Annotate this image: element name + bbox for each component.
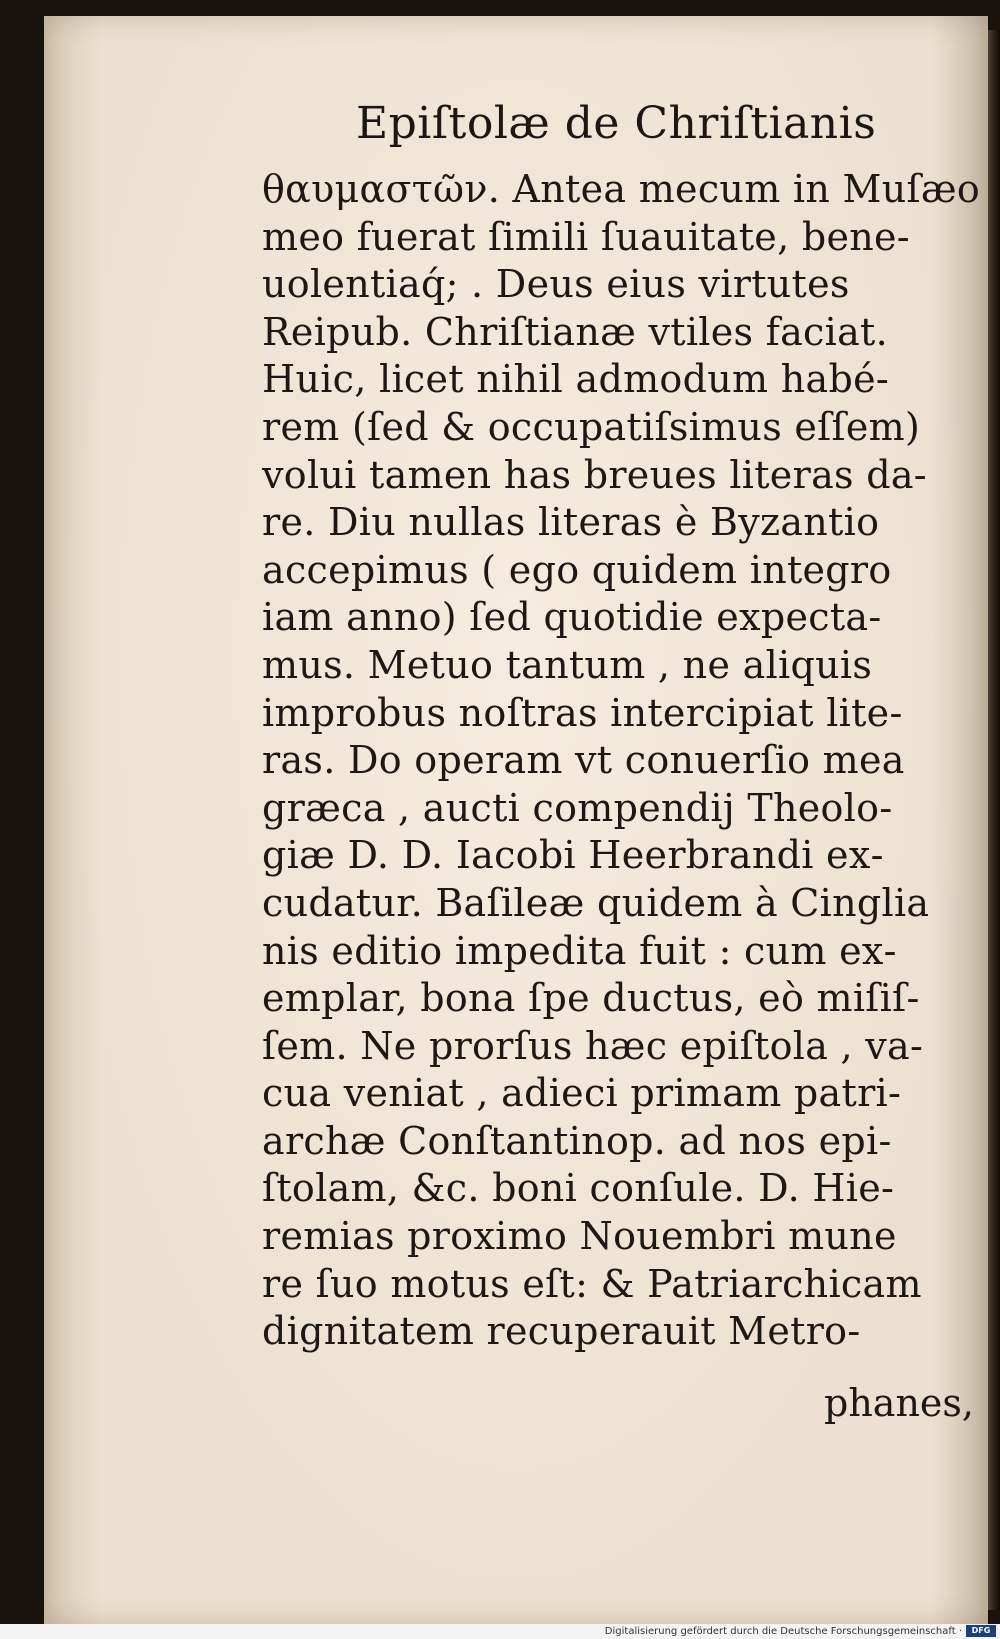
text-line: iam anno) ſed quotidie expecta‐ [262, 595, 882, 640]
text-line: accepimus ( ego quidem integro [262, 547, 892, 592]
text-line: uolentiaq́; . Deus eius virtutes [262, 262, 850, 307]
text-line: volui tamen has breues literas da‐ [262, 452, 927, 497]
text-line: cua veniat , adieci primam patri‐ [262, 1071, 902, 1116]
text-line: improbus noſtras intercipiat lite‐ [262, 690, 903, 735]
page-edge-shadow [986, 30, 1000, 1610]
text-line: Huic, licet nihil admodum habé‐ [262, 357, 890, 402]
funding-credit: Digitalisierung gefördert durch die Deutsche Forschungsgemeinschaft · [604, 1626, 962, 1637]
text-line: dignitatem recuperauit Metro‐ [262, 1309, 861, 1354]
text-line: meo fuerat ſimili ſuauitate, bene‐ [262, 214, 910, 259]
text-line: emplar, bona ſpe ductus, eò miſiſ‐ [262, 976, 920, 1021]
text-line: θαυμαστῶν. Antea mecum in Muſæo [262, 167, 981, 211]
text-line: mus. Metuo tantum , ne aliquis [262, 642, 873, 687]
text-line: re ſuo motus eſt: & Patriarchicam [262, 1261, 922, 1306]
text-block [262, 166, 981, 1356]
text-line: ſem. Ne prorſus hæc epiſtola , va‐ [262, 1023, 924, 1068]
text-line: giæ D. D. Iacobi Heerbrandi ex‐ [262, 833, 884, 878]
running-head: Epiſtolæ de Chriſtianis [356, 98, 877, 149]
dfg-logo: DFG [966, 1625, 996, 1637]
page-top-margin [44, 16, 988, 86]
text-line: ras. Do operam vt conuerſio mea [262, 738, 905, 783]
text-line: Reipub. Chriſtianæ vtiles faciat. [262, 309, 888, 354]
text-line: ſtolam, &c. boni conſule. D. Hie‐ [262, 1166, 895, 1211]
catchword: phanes, [824, 1381, 974, 1425]
text-line: archæ Conſtantinop. ad nos epi‐ [262, 1118, 892, 1163]
book-page [44, 16, 988, 1624]
text-line: rem (ſed & occupatiſsimus eſſem) [262, 404, 921, 449]
text-line: nis editio impedita fuit : cum ex‐ [262, 928, 897, 973]
text-line: remias proximo Nouembri mune [262, 1214, 897, 1259]
text-line: græca , aucti compendij Theolo‐ [262, 785, 893, 830]
text-line: cudatur. Baſileæ quidem à Cinglia [262, 880, 930, 925]
text-line: re. Diu nullas literas è Byzantio [262, 500, 880, 545]
